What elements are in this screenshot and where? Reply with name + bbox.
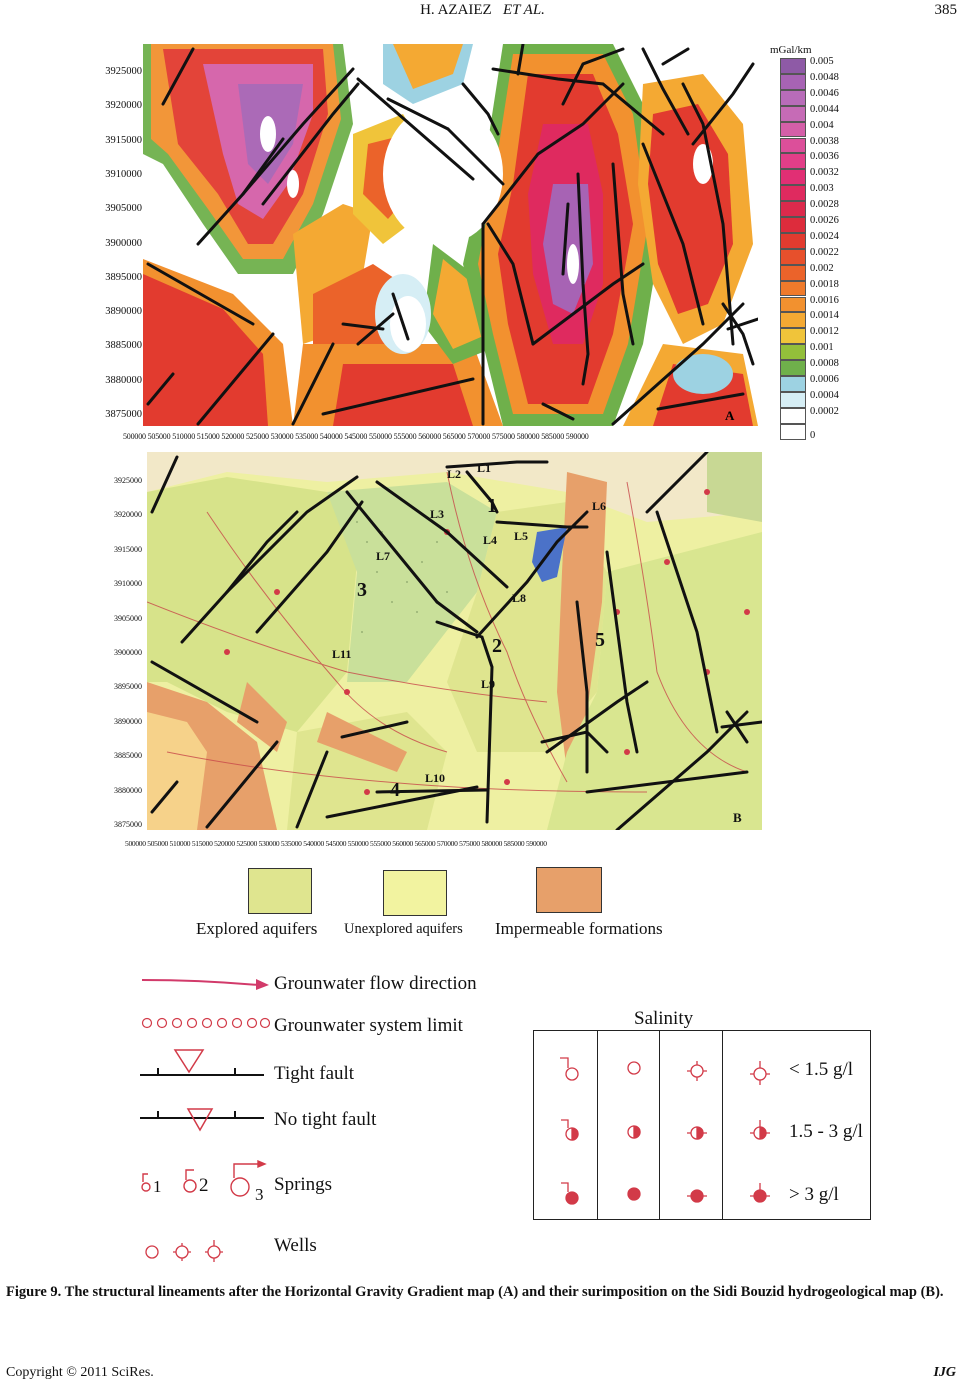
scale-swatch [780,90,806,106]
scale-label: 0.0012 [810,326,839,338]
map-a-panel-letter: A [725,408,735,423]
scale-label: 0.0018 [810,278,839,290]
map-a-y-tick: 3890000 [105,306,142,318]
legend-wells-label: Wells [274,1235,317,1256]
scale-label: 0.003 [810,183,834,195]
lineament-label-l4: L4 [483,533,498,547]
scale-swatch [780,185,806,201]
scale-swatch [780,169,806,185]
scale-label: 0.0046 [810,87,839,99]
scale-label: 0.0004 [810,389,839,401]
salinity-row-low: < 1.5 g/l [789,1059,854,1080]
zone-label-2: 2 [492,635,502,657]
map-a-gradient-map [143,44,758,426]
scale-swatch [780,201,806,217]
scale-label: 0.0024 [810,230,839,242]
legend-tight-fault-label: Tight fault [274,1063,355,1084]
map-b-y-tick: 3875000 [114,820,142,829]
scale-label: 0.0026 [810,215,839,226]
legend-unexplored-swatch [383,870,447,916]
legend-no-tight-fault-label: No tight fault [274,1109,377,1130]
scale-swatch [780,360,806,376]
system-limit-icon [140,1016,270,1030]
scale-swatch [780,122,806,138]
legend-impermeable-swatch [536,867,602,913]
page-number: 385 [934,2,957,18]
map-b-y-tick: 3905000 [114,613,142,623]
scale-label: 0.005 [810,56,834,67]
scale-swatch [780,233,806,249]
map-a-y-tick: 3875000 [105,409,142,420]
scale-swatch [780,265,806,281]
scale-swatch [780,217,806,233]
map-a-y-tick: 3925000 [105,66,142,77]
scale-swatch [780,344,806,360]
salinity-row-high: > 3 g/l [789,1184,839,1205]
tight-fault-icon [140,1048,265,1082]
map-a-y-tick: 3905000 [105,203,142,215]
scale-label: 0.0038 [810,135,839,147]
lineament-label-l8: L8 [512,591,527,605]
gradient-unit-label: mGal/km [770,44,812,56]
no-tight-fault-icon [140,1104,265,1134]
scale-label: 0.0048 [810,71,839,83]
scale-swatch [780,74,806,90]
scale-label: 0.001 [810,342,834,354]
map-a-y-tick: 3920000 [105,100,142,112]
footer-copyright: Copyright © 2011 SciRes. [6,1365,154,1380]
spring-num-2: 2 [199,1175,209,1196]
scale-swatch [780,297,806,313]
gradient-scale-zero: 0 [810,430,816,441]
figure-caption: Figure 9. The structural lineaments after the Horizontal Gravity Gradient map (A) and their surimposition on the Sidi Bouzid hydrogeological map (B). [6,1284,944,1300]
map-a-y-tick: 3885000 [105,340,142,352]
scale-label: 0.0044 [810,103,839,115]
flow-arrow-icon [140,976,270,992]
scale-swatch [780,153,806,169]
scale-swatch [780,58,806,74]
map-b-y-tick: 3900000 [114,648,142,657]
zone-label-4: 4 [390,779,400,801]
scale-swatch [780,138,806,154]
map-b-panel-letter: B [733,810,742,825]
map-b-y-tick: 3890000 [114,716,142,726]
legend-unexplored-label: Unexplored aquifers [344,921,463,937]
map-a-y-tick: 3880000 [105,374,142,386]
lineament-label-l5: L5 [514,529,529,543]
scale-swatch [780,249,806,265]
scale-label: 0.0022 [810,246,839,258]
zone-label-3: 3 [357,579,367,601]
zone-label-5: 5 [595,629,605,651]
legend-explored-swatch [248,868,312,914]
scale-label: 0.0002 [810,405,839,417]
salinity-table [533,1030,871,1220]
map-a-y-tick: 3910000 [105,168,142,180]
lineament-label-l11: L11 [332,647,352,661]
scale-swatch [780,408,806,424]
lineament-label-l1: L1 [477,461,492,475]
running-header-authors [0,2,965,19]
wells-icon [140,1238,240,1266]
scale-label: 0.0008 [810,358,839,370]
map-b-y-tick: 3925000 [114,476,142,485]
map-b-y-tick: 3895000 [114,682,142,692]
scale-swatch [780,392,806,408]
scale-label: 0.0006 [810,374,839,385]
scale-label: 0.0032 [810,167,839,179]
map-a-y-tick: 3895000 [105,271,142,283]
legend-explored-label: Explored aquifers [196,919,318,938]
scale-label: 0.0028 [810,199,839,211]
map-b-y-tick: 3915000 [114,544,142,554]
legend-limit-label: Grounwater system limit [274,1015,463,1036]
legend-impermeable-label: Impermeable formations [495,919,663,938]
legend-springs-label: Springs [274,1174,333,1195]
scale-label: 0.0016 [810,294,839,306]
lineament-label-l10: L10 [425,771,446,785]
map-a-x-axis: 500000 505000 510000 515000 520000 525000 530000 535000 540000 545000 550000 555000 560000 565000 570000 575000 580000 585000 590000 [123,432,589,441]
map-a-y-tick: 3900000 [105,237,142,249]
scale-swatch [780,106,806,122]
authors-italic: ET AL. [502,2,545,18]
map-b-y-tick: 3880000 [114,785,142,795]
lineament-label-l9: L9 [481,677,496,691]
lineament-label-l6: L6 [592,499,607,513]
authors-lead: H. AZAIEZ [420,2,492,18]
salinity-title: Salinity [634,1008,694,1029]
spring-num-3: 3 [255,1185,264,1204]
salinity-row-mid: 1.5 - 3 g/l [789,1121,863,1142]
map-b-y-tick: 3885000 [114,751,142,761]
zone-label-1: 1 [487,495,497,517]
lineament-label-l7: L7 [376,549,391,563]
legend-flow-label: Grounwater flow direction [274,973,477,994]
scale-label: 0.0014 [810,310,839,322]
map-b-y-tick: 3910000 [114,579,142,589]
scale-swatch [780,312,806,328]
footer-journal: IJG [933,1365,956,1380]
spring-num-1: 1 [153,1177,162,1196]
scale-swatch [780,376,806,392]
map-b-hydrogeological-map [147,452,762,830]
page-footer [6,1365,956,1381]
scale-swatch [780,281,806,297]
lineament-label-l2: L2 [447,467,462,481]
scale-label: 0.0036 [810,151,839,163]
lineament-label-l3: L3 [430,507,445,521]
scale-label: 0.002 [810,262,834,274]
map-a-y-tick: 3915000 [105,134,142,146]
scale-swatch [780,328,806,344]
scale-label: 0.004 [810,119,834,131]
scale-swatch [780,424,806,440]
map-b-x-axis: 500000 505000 510000 515000 520000 525000 530000 535000 540000 545000 550000 555000 560000 565000 570000 575000 580000 585000 590000 [125,839,547,848]
map-b-y-tick: 3920000 [114,510,142,520]
